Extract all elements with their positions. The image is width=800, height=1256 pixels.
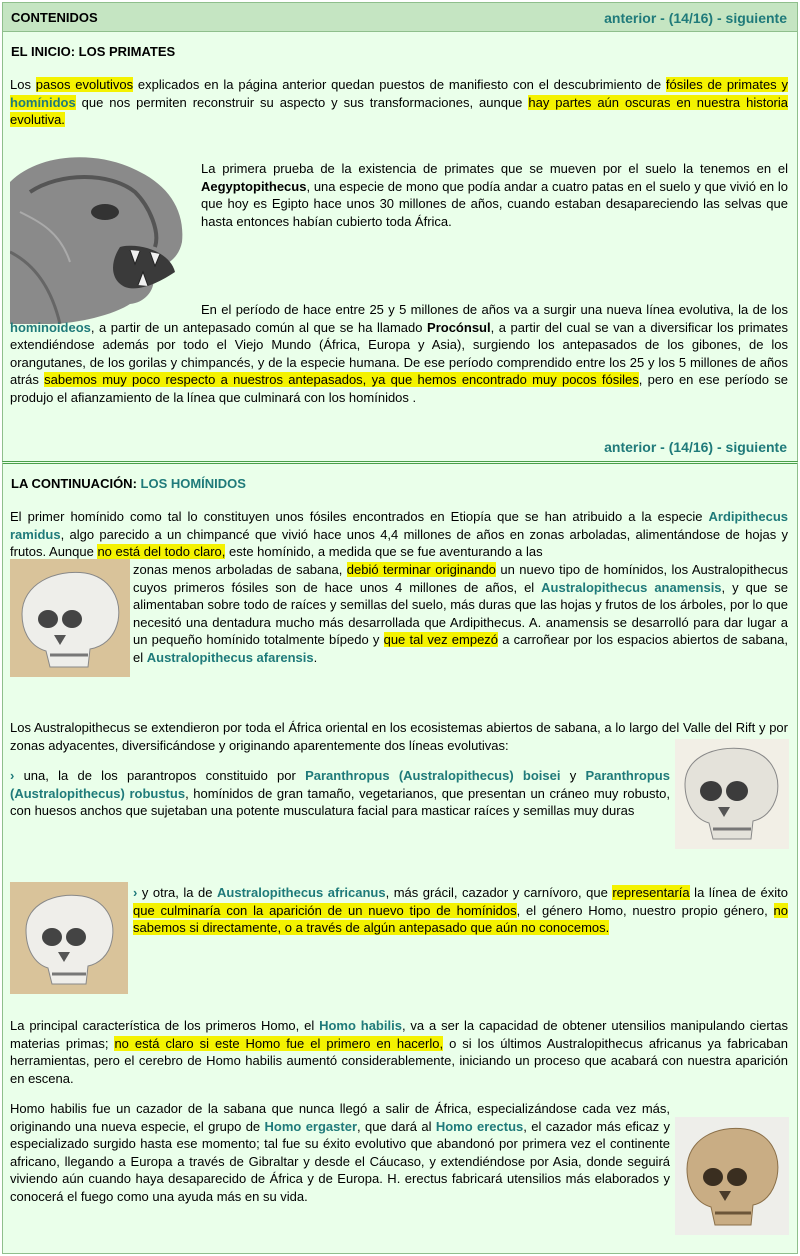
pager-sep: - [713,439,726,455]
top-header [2,2,798,32]
section-title: LA CONTINUACIÓN: LOS HOMÍNIDOS [11,476,246,491]
bottom-pager [604,439,787,455]
paragraph: zonas menos arboladas de sabana, debió terminar originando un nuevo tipo de homínidos, los Australopithecus cuyos primeros fósiles son de hace unos 4 millones de años, el Australopithecus anamensis, y que se alimentaban sobre todo de raíces y semillas del suelo, más duras que las hojas y frutos de los árboles, por lo que necesitó una dentadura mucho más desarrollada que Ardipithecus. A. anamensis se desarrolló para dar lugar a un pequeño homínido totalmente bípedo y que tal vez empezó a carroñear por los espacios abiertos de sabana, el Australopithecus afarensis. [133,562,789,665]
paragraph: Los pasos evolutivos explicados en la página anterior quedan puestos de manifiesto con el descubrimiento de fósiles de primates y homínidos que nos permiten reconstruir su aspecto y sus transformaciones, aunque hay partes aún oscuras en nuestra historia evolutiva. [10,77,789,127]
paragraph: Homo habilis fue un cazador de la sabana que nunca llegó a salir de África, especializándose cada vez más, originando una nueva especie, el grupo de Homo ergaster, que dará al Homo erectus, el cazador más eficaz y especializado surgido hasta ese momento; tal fue su éxito evolutivo que abandonó por primera vez el continente africano, llegando a Europa a través de Gibraltar y desde el Cáucaso, y extendiéndose por Asia, donde seguirá viviendo aún cuando haya desaparecido de África y de Europa. H. erectus fabricará utensilios más elaborados y conocerá el fuego como una ayuda más en su vida. [10,1101,670,1204]
aegyptopithecus-image [10,152,195,324]
top-pager [604,10,787,26]
header-title: CONTENIDOS [11,10,98,25]
paranthropus-skull-image [675,739,789,849]
next-link[interactable]: siguiente [725,10,787,26]
paragraph: En el período de hace entre 25 y 5 millones de años va a surgir una nueva línea evolutiva, la de los hominoideos, a partir de un antepasado común al que se ha llamado Procónsul, a partir del cual se van a diversificar los primates extendiéndose además por todo el Viejo Mundo (África, Europa y Asia), surgiendo los antepasados de los gibones, de los orangutanes, de los gorilas y chimpancés, y de la especie humana. De ese período comprendido entre los 25 y los 5 millones de años atrás sabemos muy poco respecto a nuestros antepasados, ya que hemos encontrado muy pocos fósiles, pero en ese período se produjo el afianzamiento de la línea que culminará con los homínidos . [10,302,788,405]
paragraph: El primer homínido como tal lo constituyen unos fósiles encontrados en Etiopía que se han atribuido a la especie Ardipithecus ramidus, algo parecido a un chimpancé que vivió hace unos 4,4 millones de años en zonas arboladas, alimentándose de hojas y frutos. Aunque no está del todo claro, este homínido, a medida que se fue aventurando a las [10,509,788,559]
paragraph: La primera prueba de la existencia de primates que se mueven por el suelo la tenemos en el Aegyptopithecus, una especie de mono que podía andar a cuatro patas en el suelo y que vivió en lo que hoy es Egipto hace unos 30 millones de años, cuando estaban desapareciendo las selvas que hasta entonces habían cubierto toda África. [201,161,788,229]
africanus-skull-image [10,882,128,994]
page [2,2,798,1252]
homo-erectus-skull-image [675,1117,789,1235]
paragraph: La principal característica de los primeros Homo, el Homo habilis, va a ser la capacidad de obtener utensilios manipulando ciertas materias primas; no está claro si este Homo fue el primero en hacerlo, o si los últimos Australopithecus africanus ya fabricaban herramientas, pero el cerebro de Homo habilis aumentó considerablemente, iniciando un proceso que acabará con nuestra aparición en escena. [10,1018,789,1086]
section-hominids [2,461,798,1254]
next-link[interactable]: siguiente [725,439,787,455]
paragraph: › una, la de los parantropos constituido por Paranthropus (Australopithecus) boisei y Paranthropus (Australopithecus) robustus, homínidos de gran tamaño, vegetarianos, que presentan un cráneo muy robusto, con huesos anchos que sujetaban una potente musculatura facial para masticar raíces y semillas muy duras [10,768,670,818]
paragraph: Los Australopithecus se extendieron por toda el África oriental en los ecosistemas abiertos de sabana, a lo largo del Valle del Rift y por zonas adyacentes, diversificándose y originando aparentemente dos líneas evolutivas: [10,720,788,753]
prev-link[interactable]: anterior [604,439,657,455]
section-primates [2,32,798,461]
page-indicator: (14/16) [668,10,714,26]
pager-sep: - [656,439,669,455]
ardipithecus-skull-image [10,559,130,677]
pager-sep: - [713,10,726,26]
section-title: EL INICIO: LOS PRIMATES [11,44,176,59]
prev-link[interactable]: anterior [604,10,657,26]
page-indicator: (14/16) [668,439,714,455]
pager-sep: - [656,10,669,26]
paragraph: › y otra, la de Australopithecus africanus, más grácil, cazador y carnívoro, que representaría la línea de éxito que culminaría con la aparición de un nuevo tipo de homínidos, el género Homo, nuestro propio género, no sabemos si directamente, o a través de algún antepasado que aún no conocemos. [133,885,788,935]
